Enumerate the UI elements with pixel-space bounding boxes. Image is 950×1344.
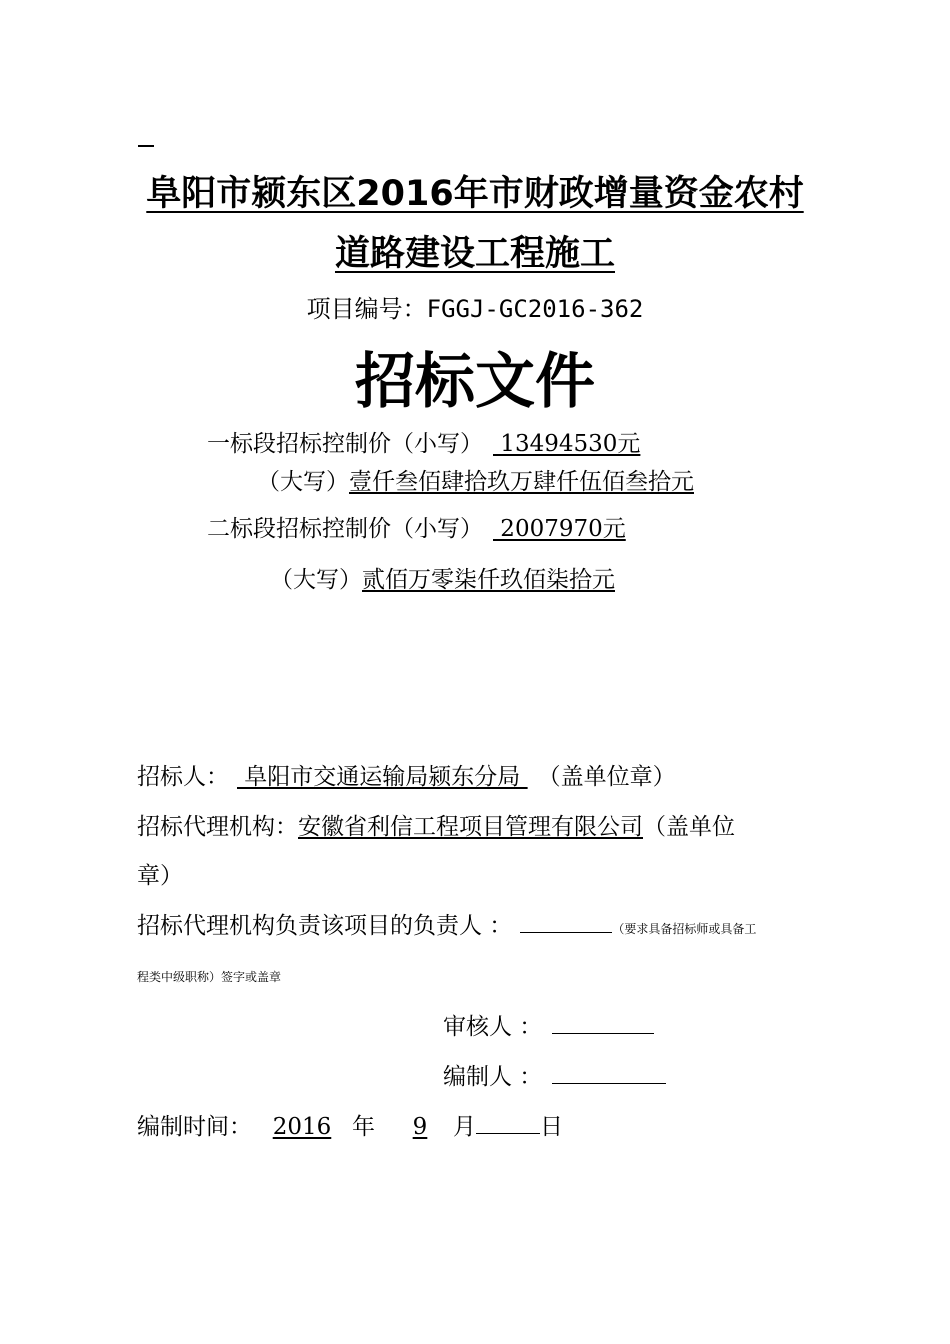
title-line-1: 阜阳市颍东区2016年市财政增量资金农村 bbox=[146, 174, 804, 214]
date-day[interactable] bbox=[476, 1115, 540, 1134]
date-year: 2016 bbox=[272, 1114, 332, 1140]
tenderer-seal: （盖单位章） bbox=[537, 764, 676, 790]
lot1-big-label: （大写） bbox=[257, 469, 349, 495]
tenderer-value: 阜阳市交通运输局颍东分局 bbox=[237, 764, 528, 790]
project-number: 项目编号：FGGJ-GC2016-362 bbox=[306, 295, 644, 323]
responsible-signature-blank[interactable] bbox=[520, 914, 612, 933]
date-year-unit: 年 bbox=[352, 1114, 375, 1140]
reviewer-signature-blank[interactable] bbox=[552, 1015, 654, 1034]
date-label: 编制时间： bbox=[137, 1114, 252, 1140]
lot2-price-label: 二标段招标控制价（小写） bbox=[207, 516, 483, 542]
tenderer-row bbox=[137, 758, 676, 791]
responsible-note-b: 程类中级职称）签字或盖章 bbox=[137, 970, 282, 984]
responsible-note-a: （要求具备招标师或具备工 bbox=[612, 922, 757, 936]
responsible-row bbox=[137, 907, 756, 940]
document-heading: 招标文件 bbox=[355, 347, 595, 417]
lot2-big-label: （大写） bbox=[270, 567, 362, 593]
lot2-price-big: 贰佰万零柒仟玖佰柒拾元 bbox=[362, 567, 615, 593]
lot2-price-small: 2007970元 bbox=[493, 516, 626, 542]
date-row bbox=[137, 1108, 563, 1141]
title-line-2: 道路建设工程施工 bbox=[334, 234, 615, 274]
tenderer-label: 招标人： bbox=[137, 764, 229, 790]
agency-seal-b: 章） bbox=[137, 863, 183, 889]
agency-seal-a: （盖单位 bbox=[643, 814, 735, 840]
reviewer-label: 审核人 ： bbox=[443, 1014, 543, 1040]
preparer-row bbox=[443, 1058, 666, 1091]
agency-label: 招标代理机构： bbox=[137, 814, 298, 840]
lot1-price-label: 一标段招标控制价（小写） bbox=[207, 431, 483, 457]
reviewer-row bbox=[443, 1008, 654, 1041]
preparer-label: 编制人 ： bbox=[443, 1064, 543, 1090]
date-month-unit: 月 bbox=[453, 1114, 476, 1140]
lot1-price-small: 13494530元 bbox=[493, 431, 641, 457]
lot2-price-big-row bbox=[270, 561, 615, 594]
date-month: 9 bbox=[412, 1114, 428, 1140]
lot1-price-row bbox=[207, 425, 640, 458]
responsible-label: 招标代理机构负责该项目的负责人 ： bbox=[137, 913, 513, 939]
preparer-signature-blank[interactable] bbox=[552, 1065, 666, 1084]
lot2-price-row bbox=[207, 510, 626, 543]
agency-value: 安徽省利信工程项目管理有限公司 bbox=[298, 814, 643, 840]
lot1-price-big: 壹仟叁佰肆拾玖万肆仟伍佰叁拾元 bbox=[349, 469, 694, 495]
date-day-unit: 日 bbox=[540, 1114, 563, 1140]
stray-dash bbox=[138, 145, 154, 147]
agency-row bbox=[137, 808, 735, 841]
lot1-price-big-row bbox=[257, 463, 694, 496]
